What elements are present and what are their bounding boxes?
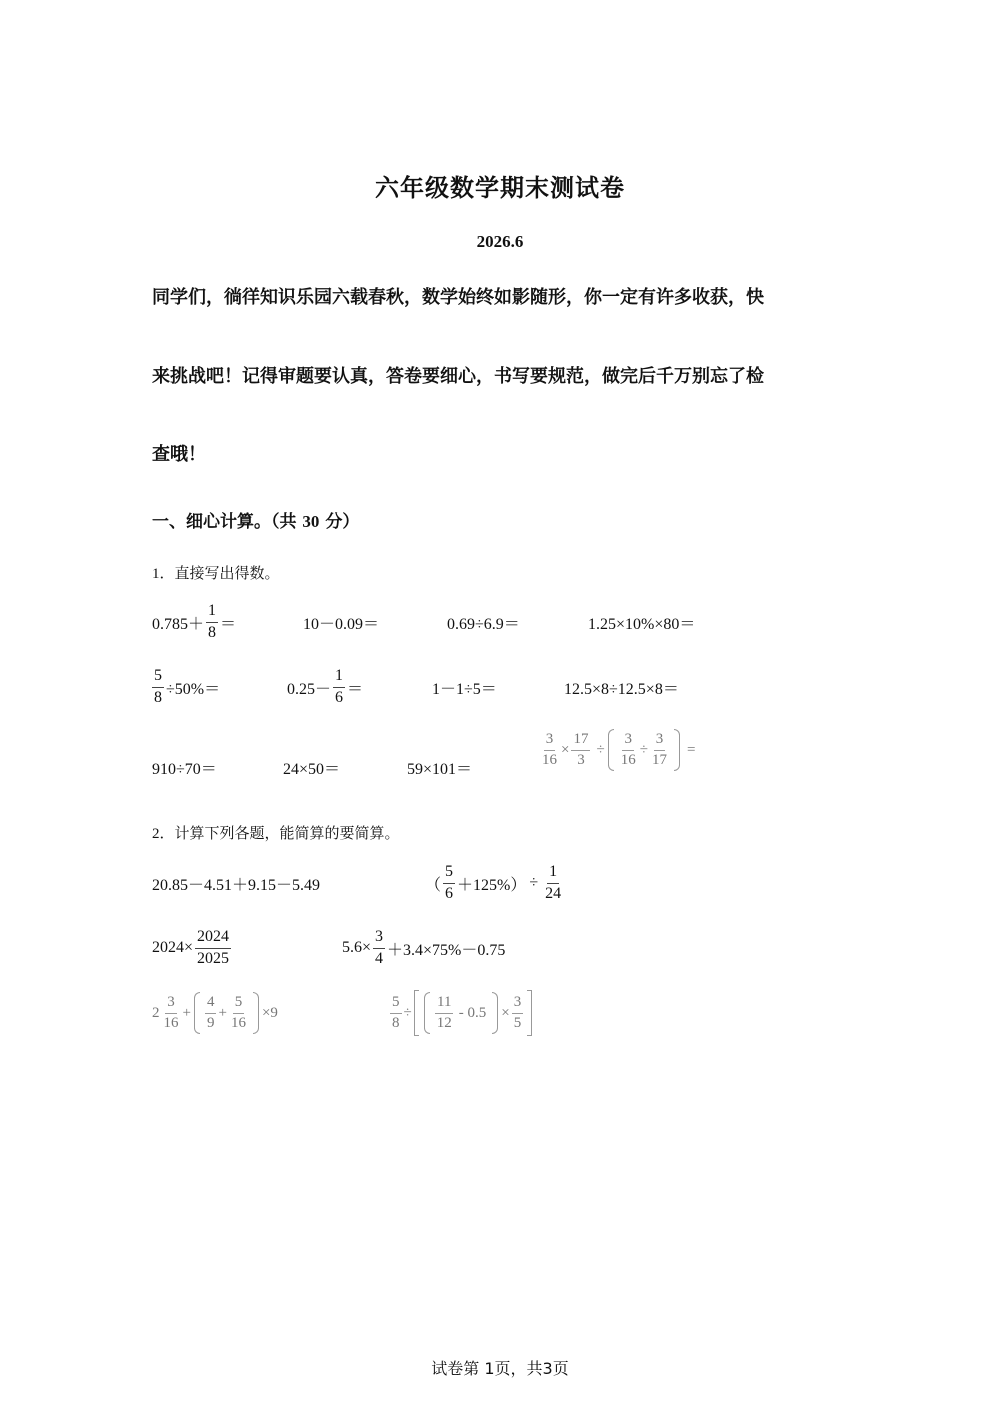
left-paren bbox=[194, 992, 200, 1034]
fraction bbox=[443, 864, 455, 903]
question-number: 1． bbox=[152, 566, 175, 582]
denominator: 5 bbox=[513, 1014, 522, 1031]
expr-text: ＋3.4×75%－0.75 bbox=[387, 941, 506, 959]
operator: × bbox=[501, 1004, 510, 1021]
left-paren bbox=[424, 992, 430, 1034]
expr-text: 2024× bbox=[152, 939, 194, 956]
right-paren bbox=[253, 992, 259, 1034]
question-text: 直接写出得数。 bbox=[174, 564, 280, 582]
operator: ÷ bbox=[639, 741, 648, 758]
fraction bbox=[333, 668, 345, 707]
section-unit: 分） bbox=[325, 512, 360, 532]
denominator: 8 bbox=[392, 1014, 400, 1031]
numerator: 5 bbox=[233, 995, 245, 1014]
operator: + bbox=[218, 1004, 227, 1021]
problem-1-4: 1.25×10%×80＝ bbox=[588, 615, 696, 633]
question-2-heading bbox=[152, 822, 400, 843]
denominator: 17 bbox=[651, 751, 667, 768]
denominator: 2025 bbox=[197, 949, 230, 967]
problem-2-2 bbox=[425, 861, 565, 905]
expr-text: ＋125%） bbox=[457, 876, 527, 894]
expr-text: ÷50%＝ bbox=[166, 680, 221, 698]
problem-2-3 bbox=[152, 926, 233, 970]
numerator: 1 bbox=[206, 603, 218, 623]
denominator: 3 bbox=[577, 751, 585, 768]
intro-line-3: 查哦！ bbox=[152, 444, 206, 465]
question-number: 2． bbox=[152, 826, 175, 842]
section-label: 一、细心计算。（共 bbox=[152, 512, 297, 532]
numerator: 3 bbox=[512, 995, 524, 1014]
operator: ÷ bbox=[596, 741, 605, 758]
fraction bbox=[540, 732, 559, 769]
problem-1-12 bbox=[538, 728, 695, 772]
operator: ÷ bbox=[529, 874, 539, 891]
problem-1-11: 59×101＝ bbox=[407, 760, 473, 778]
fraction bbox=[373, 929, 385, 968]
denominator: 16 bbox=[542, 751, 557, 768]
question-text: 计算下列各题，能简算的要简算。 bbox=[174, 824, 400, 842]
denominator: 6 bbox=[445, 884, 454, 902]
problem-1-2: 10－0.09＝ bbox=[303, 615, 380, 633]
denominator: 12 bbox=[436, 1014, 452, 1031]
right-paren bbox=[674, 729, 680, 771]
numerator: 2024 bbox=[195, 929, 231, 949]
denominator: 4 bbox=[375, 949, 384, 967]
right-bracket bbox=[527, 990, 532, 1036]
denominator: 8 bbox=[208, 623, 217, 641]
fraction bbox=[571, 732, 590, 769]
left-bracket bbox=[414, 990, 419, 1036]
exam-date: 2026.6 bbox=[476, 232, 524, 251]
numerator: 1 bbox=[547, 864, 559, 884]
problem-1-6 bbox=[287, 665, 363, 709]
fraction bbox=[152, 668, 164, 707]
numerator: 3 bbox=[622, 732, 634, 751]
expr-text: ＝ bbox=[347, 680, 364, 698]
problem-1-10: 24×50＝ bbox=[283, 760, 341, 778]
numerator: 3 bbox=[165, 995, 177, 1014]
left-paren: （ bbox=[425, 876, 442, 894]
operator: + bbox=[182, 1004, 191, 1021]
problem-2-6 bbox=[388, 991, 534, 1035]
problem-1-5 bbox=[150, 665, 220, 709]
problem-1-3: 0.69÷6.9＝ bbox=[447, 615, 520, 633]
numerator: 3 bbox=[373, 929, 385, 949]
left-paren bbox=[608, 729, 614, 771]
whole-number: 2 bbox=[152, 1004, 160, 1021]
problem-1-1 bbox=[152, 600, 236, 644]
denominator: 24 bbox=[545, 884, 562, 902]
intro-line-1: 同学们，徜徉知识乐园六载春秋，数学始终如影随形，你一定有许多收获，快 bbox=[152, 287, 764, 308]
denominator: 16 bbox=[620, 751, 636, 768]
numerator: 5 bbox=[443, 864, 455, 884]
numerator: 5 bbox=[152, 668, 164, 688]
expr-text: ×9 bbox=[261, 1004, 278, 1021]
fraction bbox=[162, 995, 181, 1032]
fraction bbox=[543, 864, 563, 903]
page-title: 六年级数学期末测试卷 bbox=[375, 174, 625, 202]
equals-sign: = bbox=[686, 741, 696, 758]
problem-2-4 bbox=[342, 926, 505, 970]
right-paren bbox=[492, 992, 498, 1034]
problem-1-9: 910÷70＝ bbox=[152, 760, 217, 778]
page-footer: 试卷第 1页，共3页 bbox=[431, 1359, 569, 1378]
fraction bbox=[619, 732, 638, 769]
fraction bbox=[229, 995, 248, 1032]
section-heading bbox=[152, 507, 359, 532]
expr-text: 0.25－ bbox=[287, 680, 332, 698]
numerator: 3 bbox=[544, 732, 556, 751]
denominator: 9 bbox=[206, 1014, 215, 1031]
numerator: 1 bbox=[333, 668, 345, 688]
fraction bbox=[435, 995, 454, 1032]
problem-2-5 bbox=[152, 991, 278, 1035]
question-1-heading bbox=[152, 562, 280, 583]
expr-text: 5.6× bbox=[342, 939, 372, 956]
fraction bbox=[206, 603, 218, 642]
denominator: 16 bbox=[163, 1014, 179, 1031]
denominator: 8 bbox=[154, 688, 162, 706]
denominator: 16 bbox=[230, 1014, 246, 1031]
numerator: 4 bbox=[205, 995, 217, 1014]
numerator: 11 bbox=[435, 995, 453, 1014]
numerator: 5 bbox=[390, 995, 402, 1014]
fraction bbox=[195, 929, 231, 968]
fraction bbox=[390, 995, 402, 1032]
fraction bbox=[650, 732, 669, 769]
operator: ÷ bbox=[403, 1004, 412, 1021]
problem-1-8: 12.5×8÷12.5×8＝ bbox=[564, 680, 679, 698]
fraction bbox=[512, 995, 524, 1032]
denominator: 6 bbox=[335, 688, 344, 706]
expr-text: - 0.5 bbox=[458, 1004, 487, 1021]
fraction bbox=[205, 995, 217, 1032]
numerator: 17 bbox=[571, 732, 590, 751]
expr-text: ＝ bbox=[220, 615, 237, 633]
section-points: 30 bbox=[302, 512, 320, 531]
expr-text: 0.785＋ bbox=[152, 615, 205, 633]
operator: × bbox=[561, 741, 570, 758]
intro-line-2: 来挑战吧！记得审题要认真，答卷要细心，书写要规范，做完后千万别忘了检 bbox=[152, 366, 764, 387]
numerator: 3 bbox=[654, 732, 666, 751]
problem-2-1: 20.85－4.51＋9.15－5.49 bbox=[152, 876, 321, 894]
problem-1-7: 1－1÷5＝ bbox=[432, 680, 497, 698]
